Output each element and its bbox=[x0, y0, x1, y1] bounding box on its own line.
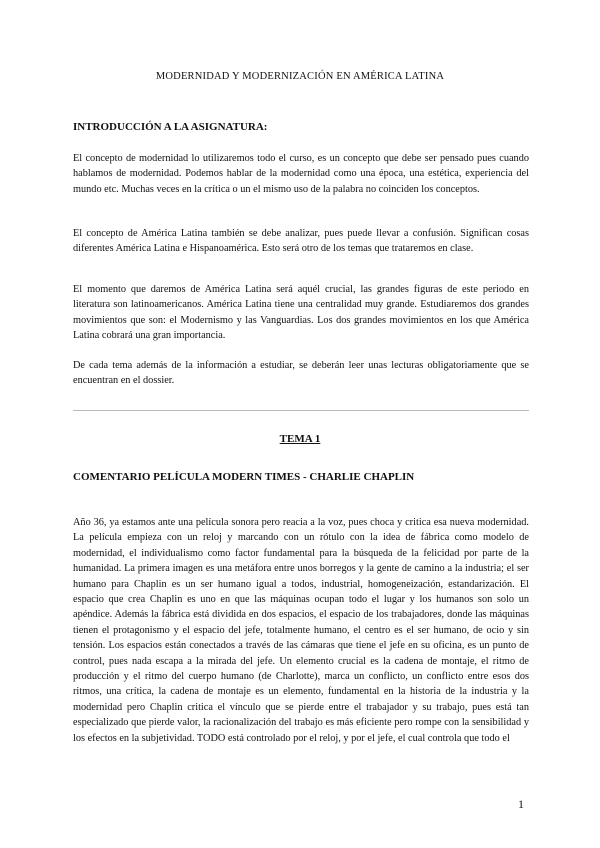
tema-paragraph: Año 36, ya estamos ante una película sonora pero reacia a la voz, pues choca y critica esa nueva modernidad. La película empieza con un reloj y marcando con un rótulo con la idea de fábrica como modelo de modernidad, el individualismo como factor fundamental para la búsqueda de la felicidad por parte de la humanidad. La primera imagen es una metáfora entre unos borregos y la gente de camino a la industria; el ser humano para Chaplin es un ser humano igual a todos, industrial, homogeneización, estandarización. El espacio que crea Chaplin es uno en que las máquinas ocupan todo el lugar y los humanos son solo un apéndice. Además la fábrica está dividida en dos espacios, el espacio de los trabajadores, donde las máquinas tienen el protagonismo y el espacio del jefe, totalmente humano, el centro es el ser humano, de ocio y sin tensión. Los espacios están conectados a través de las cámaras que tiene el jefe en su oficina, es un punto de control, pues nada escapa a la mirada del jefe. Un elemento crucial es la cadena de montaje, el ritmo de producción y el ritmo del cuerpo humano (de Charlotte), marca un conflicto, un conflicto entre esos dos ritmos, una crítica, la cadena de montaje es un elemento, fundamental en la historia de la industria y la modernidad pero Chaplin critica el vínculo que se pierde entre el trabajador y su trabajo, pues está tan especializado que pierde valor, la racionalización del trabajo es más eficiente pero rompe con la sensibilidad y los efectos en la subjetividad. TODO está controlado por el reloj, y por el jefe, el cual controla que todo el bbox=[73, 517, 529, 744]
page-number: 1 bbox=[518, 797, 524, 811]
tema-subheading: COMENTARIO PELÍCULA MODERN TIMES - CHARLIE CHAPLIN bbox=[73, 471, 415, 483]
section-divider bbox=[73, 410, 529, 411]
intro-paragraph-3: El momento que daremos de América Latina será aquél crucial, las grandes figuras de este periodo en literatura son latinoamericanos. América Latina tiene una centralidad muy grande. Estudiaremos dos grandes movimientos que son: el Modernismo y las Vanguardias. Los dos grandes movimientos en los que América Latina cobrará una gran importancia. bbox=[73, 284, 529, 342]
intro-heading: INTRODUCCIÓN A LA ASIGNATURA: bbox=[73, 121, 268, 133]
tema-heading bbox=[0, 433, 600, 445]
tema-heading-text: TEMA 1 bbox=[279, 433, 321, 445]
document-title: MODERNIDAD Y MODERNIZACIÓN EN AMÉRICA LATINA bbox=[155, 71, 445, 82]
intro-paragraph-1: El concepto de modernidad lo utilizaremos todo el curso, es un concepto que debe ser pensado pues cuando hablamos de modernidad. Podemos hablar de la modernidad como una época, una estética, experiencia del mundo etc. Muchas veces en la crítica o un el mismo uso de la palabra no coinciden los conceptos. bbox=[73, 153, 529, 195]
intro-paragraph-4: De cada tema además de la información a estudiar, se deberán leer unas lecturas obligatoriamente que se encuentran en el dossier. bbox=[73, 360, 529, 387]
intro-paragraph-2: El concepto de América Latina también se debe analizar, pues puede llevar a confusión. Significan cosas diferentes América Latina e Hispanoamérica. Esto será otro de los temas que trataremos en clase. bbox=[73, 228, 529, 255]
